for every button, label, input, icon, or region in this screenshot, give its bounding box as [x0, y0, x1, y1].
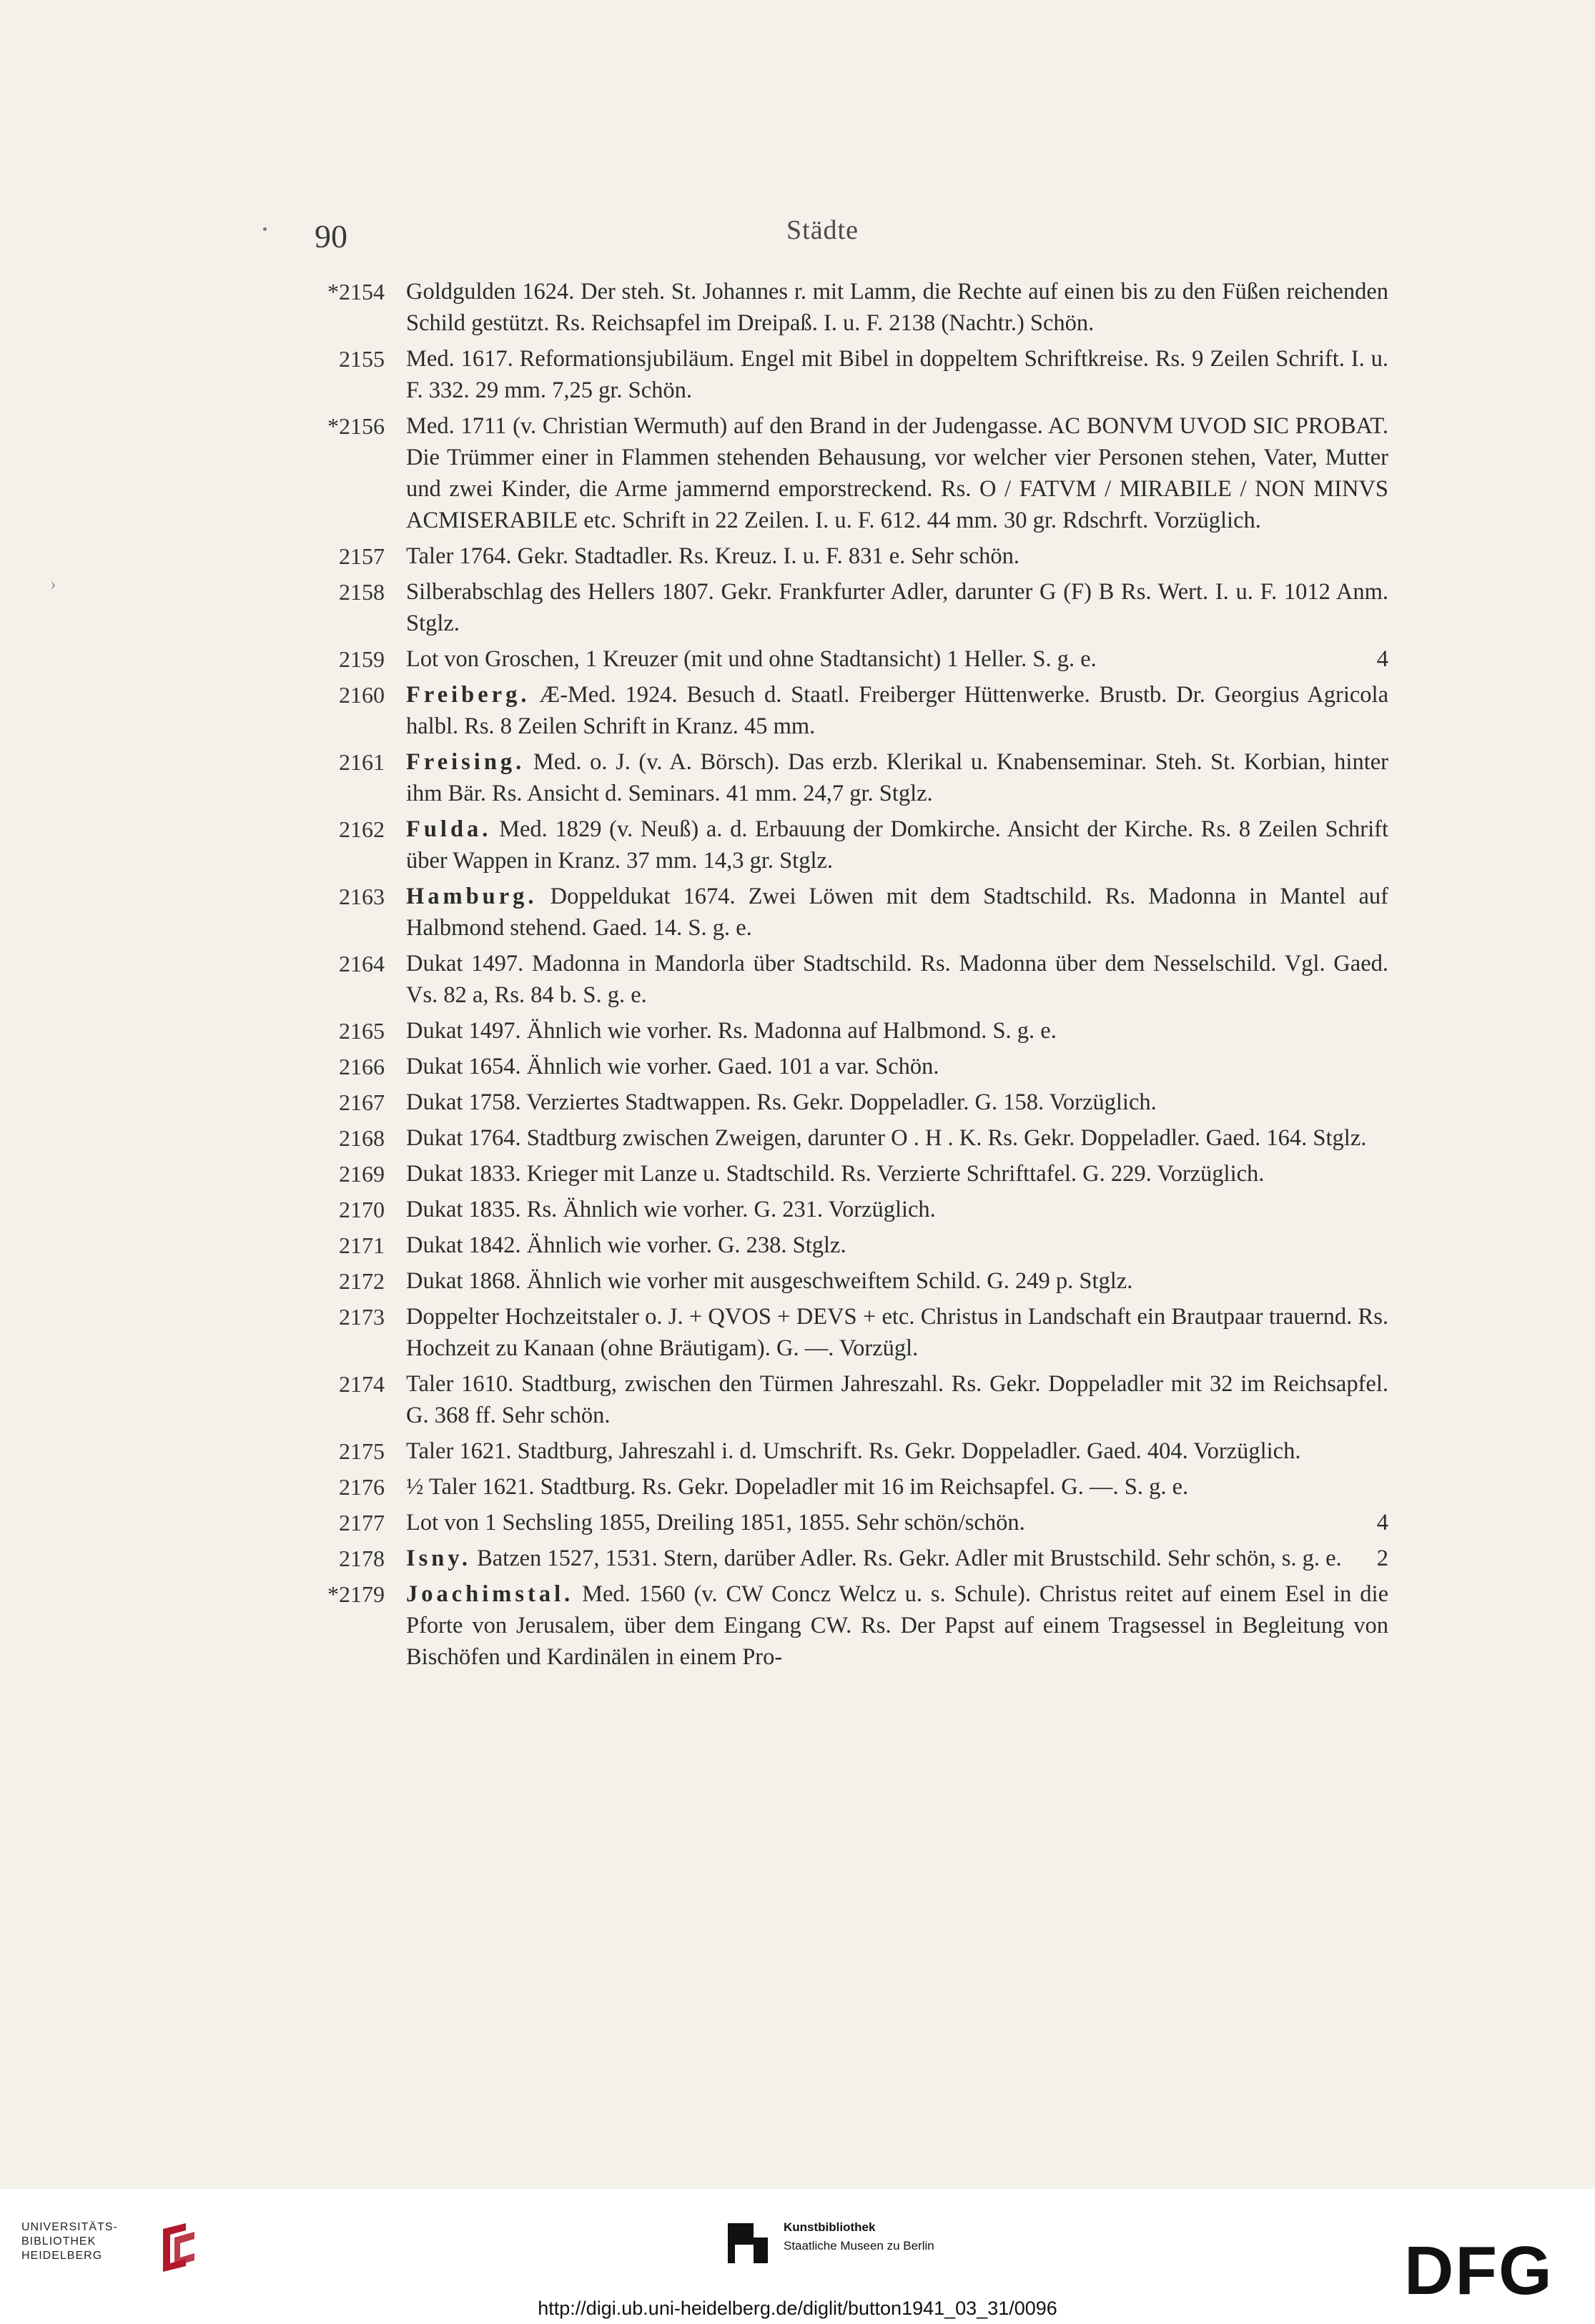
entry-lot-count: 4 — [1376, 1510, 1388, 1536]
catalog-entry — [0, 1015, 1595, 1047]
entry-number: 2168 — [339, 1125, 385, 1151]
catalog-entry — [0, 1194, 1595, 1225]
catalog-entry — [0, 540, 1595, 572]
entry-text — [406, 1015, 1388, 1047]
entry-description: Dukat 1833. Krieger mit Lanze u. Stadtschild. Rs. Verzierte Schrifttafel. G. 229. Vorzüglich. — [406, 1161, 1265, 1187]
entry-description: Dukat 1842. Ähnlich wie vorher. G. 238. Stglz. — [406, 1232, 846, 1258]
entry-lot-count: 4 — [1376, 646, 1388, 672]
catalog-entry — [0, 1507, 1595, 1538]
entry-number: 2171 — [339, 1232, 385, 1258]
catalog-entry — [0, 1122, 1595, 1154]
entry-description: Dukat 1654. Ähnlich wie vorher. Gaed. 101 a var. Schön. — [406, 1054, 939, 1079]
entry-number: 2176 — [339, 1474, 385, 1500]
entry-number: 2175 — [339, 1438, 385, 1464]
entry-number: 2157 — [339, 543, 385, 569]
catalog-entry — [0, 1301, 1595, 1364]
entry-number: *2179 — [327, 1581, 385, 1607]
entry-text — [406, 643, 1388, 675]
entry-number: 2163 — [339, 884, 385, 909]
entry-description: Dukat 1764. Stadtburg zwischen Zweigen, darunter O . H . K. Rs. Gekr. Doppeladler. Gaed. 164. Stglz. — [406, 1125, 1367, 1151]
entry-description: Med. 1560 (v. CW Concz Welcz u. s. Schule). Christus reitet auf einem Esel in die Pforte von Jerusalem, über dem Eingang CW. Rs. Der Papst auf einem Tragsessel in Begleitung von Bischöfen und Kardinälen in einem Pro- — [406, 1581, 1388, 1670]
catalog-entry — [0, 1265, 1595, 1297]
entry-description: Taler 1764. Gekr. Stadtadler. Rs. Kreuz. I. u. F. 831 e. Sehr schön. — [406, 543, 1020, 569]
entry-description: Med. 1829 (v. Neuß) a. d. Erbauung der Domkirche. Ansicht der Kirche. Rs. 8 Zeilen Schrift über Wappen in Kranz. 37 mm. 14,3 gr. Stglz. — [406, 816, 1389, 874]
footer-bar — [0, 2189, 1595, 2324]
catalog-entry — [0, 881, 1595, 944]
catalog-entry — [0, 1368, 1595, 1431]
entry-text — [406, 679, 1388, 742]
entry-text — [406, 276, 1388, 339]
entry-text — [406, 540, 1388, 572]
entry-number: 2178 — [339, 1546, 385, 1571]
entry-city: Joachimstal. — [406, 1581, 574, 1607]
entry-description: Taler 1621. Stadtburg, Jahreszahl i. d. Umschrift. Rs. Gekr. Doppeladler. Gaed. 404. Vorzüglich. — [406, 1438, 1301, 1464]
entry-number: 2166 — [339, 1054, 385, 1079]
entry-text — [406, 1087, 1388, 1118]
entry-text — [406, 1435, 1388, 1467]
entry-number: 2158 — [339, 579, 385, 605]
entry-description: Silberabschlag des Hellers 1807. Gekr. Frankfurter Adler, darunter G (F) B Rs. Wert. I. u. F. 1012 Anm. Stglz. — [406, 579, 1388, 636]
entry-number: 2174 — [339, 1371, 385, 1397]
catalog-entry — [0, 1051, 1595, 1082]
kunstbibliothek-title: Kunstbibliothek — [784, 2220, 876, 2234]
ub-logo-line: HEIDELBERG — [21, 2250, 103, 2262]
dfg-logo[interactable]: DFG — [1404, 2232, 1554, 2309]
entry-number: 2161 — [339, 749, 385, 775]
running-head: Städte — [786, 215, 859, 245]
catalog-entries — [0, 276, 1595, 1677]
entry-number: *2156 — [327, 413, 385, 439]
entry-number: 2160 — [339, 682, 385, 708]
entry-description: Lot von Groschen, 1 Kreuzer (mit und ohne Stadtansicht) 1 Heller. S. g. e. — [406, 646, 1097, 672]
entry-text — [406, 1230, 1388, 1261]
catalog-entry — [0, 643, 1595, 675]
catalog-entry — [0, 1158, 1595, 1190]
entry-number: 2167 — [339, 1089, 385, 1115]
catalog-entry — [0, 1230, 1595, 1261]
entry-city: Freising. — [406, 749, 525, 775]
entry-description: Med. 1711 (v. Christian Wermuth) auf den Brand in der Judengasse. AC BONVM UVOD SIC PROBAT. Die Trümmer einer in Flammen stehenden Behausung, vor welcher vier Personen stehen, Vater, Mutter und zwei Kinder, die Arme jammernd emporstreckend. Rs. O / FATVM / MIRABILE / NON MINVS ACMISERABILE etc. Schrift in 22 Zeilen. I. u. F. 612. 44 mm. 30 gr. Rdschrft. Vorzüglich. — [406, 413, 1388, 533]
entry-description: Æ-Med. 1924. Besuch d. Staatl. Freiberger Hüttenwerke. Brustb. Dr. Georgius Agricola halbl. Rs. 8 Zeilen Schrift in Kranz. 45 mm. — [406, 682, 1388, 739]
entry-text — [406, 410, 1388, 536]
kunstbibliothek-emblem-icon — [728, 2223, 768, 2263]
entry-description: Med. 1617. Reformationsjubiläum. Engel mit Bibel in doppeltem Schriftkreise. Rs. 9 Zeilen Schrift. I. u. F. 332. 29 mm. 7,25 gr. Schön. — [406, 346, 1388, 403]
entry-number: 2177 — [339, 1510, 385, 1536]
catalog-entry — [0, 576, 1595, 639]
entry-text — [406, 881, 1388, 944]
entry-number: 2165 — [339, 1018, 385, 1044]
ub-emblem-icon — [157, 2222, 200, 2273]
catalog-entry — [0, 1578, 1595, 1673]
entry-text — [406, 1122, 1388, 1154]
entry-description: ½ Taler 1621. Stadtburg. Rs. Gekr. Dopeladler mit 16 im Reichsapfel. G. —. S. g. e. — [406, 1474, 1189, 1500]
entry-text — [406, 1368, 1388, 1431]
entry-text — [406, 1265, 1388, 1297]
page-number: 90 — [315, 218, 347, 254]
entry-text — [406, 948, 1388, 1011]
ub-logo-text — [21, 2220, 118, 2263]
entry-description: Taler 1610. Stadtburg, zwischen den Türmen Jahreszahl. Rs. Gekr. Doppeladler mit 32 im Reichsapfel. G. 368 ff. Sehr schön. — [406, 1371, 1388, 1428]
entry-number: 2155 — [339, 346, 385, 372]
entry-number: 2170 — [339, 1197, 385, 1222]
entry-text — [406, 1194, 1388, 1225]
entry-text — [406, 746, 1388, 809]
entry-description: Batzen 1527, 1531. Stern, darüber Adler. Rs. Gekr. Adler mit Brustschild. Sehr schön, s. g. e. — [477, 1546, 1342, 1571]
entry-number: 2164 — [339, 951, 385, 976]
entry-description: Med. o. J. (v. A. Börsch). Das erzb. Klerikal u. Knabenseminar. Steh. St. Korbian, hinter ihm Bär. Rs. Ansicht d. Seminars. 41 mm. 24,7 gr. Stglz. — [406, 749, 1388, 806]
entry-number: 2172 — [339, 1268, 385, 1294]
permalink-url[interactable]: http://digi.ub.uni-heidelberg.de/diglit/button1941_03_31/0096 — [538, 2298, 1057, 2319]
entry-number: *2154 — [327, 279, 385, 305]
entry-city: Fulda. — [406, 816, 492, 842]
entry-description: Goldgulden 1624. Der steh. St. Johannes r. mit Lamm, die Rechte auf einen bis zu den Füßen reichenden Schild gestützt. Rs. Reichsapfel im Dreipaß. I. u. F. 2138 (Nachtr.) Schön. — [406, 279, 1388, 336]
ub-logo-line: BIBLIOTHEK — [21, 2235, 97, 2248]
entry-description: Dukat 1497. Ähnlich wie vorher. Rs. Madonna auf Halbmond. S. g. e. — [406, 1018, 1057, 1044]
kunstbibliothek-subtitle: Staatliche Museen zu Berlin — [784, 2239, 934, 2253]
ub-logo-line: UNIVERSITÄTS- — [21, 2221, 118, 2233]
entry-number: 2159 — [339, 646, 385, 672]
catalog-entry — [0, 410, 1595, 536]
catalog-entry — [0, 276, 1595, 339]
entry-text — [406, 1507, 1388, 1538]
entry-city: Isny. — [406, 1546, 471, 1571]
catalog-entry — [0, 746, 1595, 809]
entry-text — [406, 1471, 1388, 1503]
catalog-entry — [0, 343, 1595, 406]
entry-text — [406, 576, 1388, 639]
ub-heidelberg-logo[interactable] — [21, 2220, 193, 2292]
entry-text — [406, 1301, 1388, 1364]
dot-mark — [263, 227, 267, 231]
catalog-entry — [0, 1087, 1595, 1118]
catalog-entry — [0, 679, 1595, 742]
entry-number: 2169 — [339, 1161, 385, 1187]
page-header — [0, 212, 1595, 254]
catalog-entry — [0, 1471, 1595, 1503]
entry-text — [406, 343, 1388, 406]
entry-text — [406, 1543, 1388, 1574]
entry-lot-count: 2 — [1376, 1546, 1388, 1571]
entry-text — [406, 1578, 1388, 1673]
entry-description: Doppelter Hochzeitstaler o. J. + QVOS + DEVS + etc. Christus in Landschaft ein Brautpaar trauernd. Rs. Hochzeit zu Kanaan (ohne Bräutigam). G. —. Vorzügl. — [406, 1304, 1388, 1361]
entry-description: Lot von 1 Sechsling 1855, Dreiling 1851, 1855. Sehr schön/schön. — [406, 1510, 1025, 1536]
entry-description: Dukat 1835. Rs. Ähnlich wie vorher. G. 231. Vorzüglich. — [406, 1197, 936, 1222]
entry-text — [406, 1158, 1388, 1190]
entry-description: Dukat 1868. Ähnlich wie vorher mit ausgeschweiftem Schild. G. 249 p. Stglz. — [406, 1268, 1133, 1294]
entry-description: Doppeldukat 1674. Zwei Löwen mit dem Stadtschild. Rs. Madonna in Mantel auf Halbmond stehend. Gaed. 14. S. g. e. — [406, 884, 1389, 941]
entry-number: 2162 — [339, 816, 385, 842]
catalog-entry — [0, 1543, 1595, 1574]
kunstbibliothek-logo[interactable] — [728, 2219, 1028, 2276]
entry-city: Hamburg. — [406, 884, 538, 909]
catalog-entry — [0, 1435, 1595, 1467]
entry-text — [406, 814, 1388, 876]
entry-city: Freiberg. — [406, 682, 530, 708]
entry-description: Dukat 1758. Verziertes Stadtwappen. Rs. Gekr. Doppeladler. G. 158. Vorzüglich. — [406, 1089, 1157, 1115]
catalog-entry — [0, 814, 1595, 876]
entry-number: 2173 — [339, 1304, 385, 1330]
catalog-entry — [0, 948, 1595, 1011]
entry-text — [406, 1051, 1388, 1082]
entry-description: Dukat 1497. Madonna in Mandorla über Stadtschild. Rs. Madonna über dem Nesselschild. Vgl. Gaed. Vs. 82 a, Rs. 84 b. S. g. e. — [406, 951, 1388, 1008]
margin-mark: › — [50, 573, 56, 594]
